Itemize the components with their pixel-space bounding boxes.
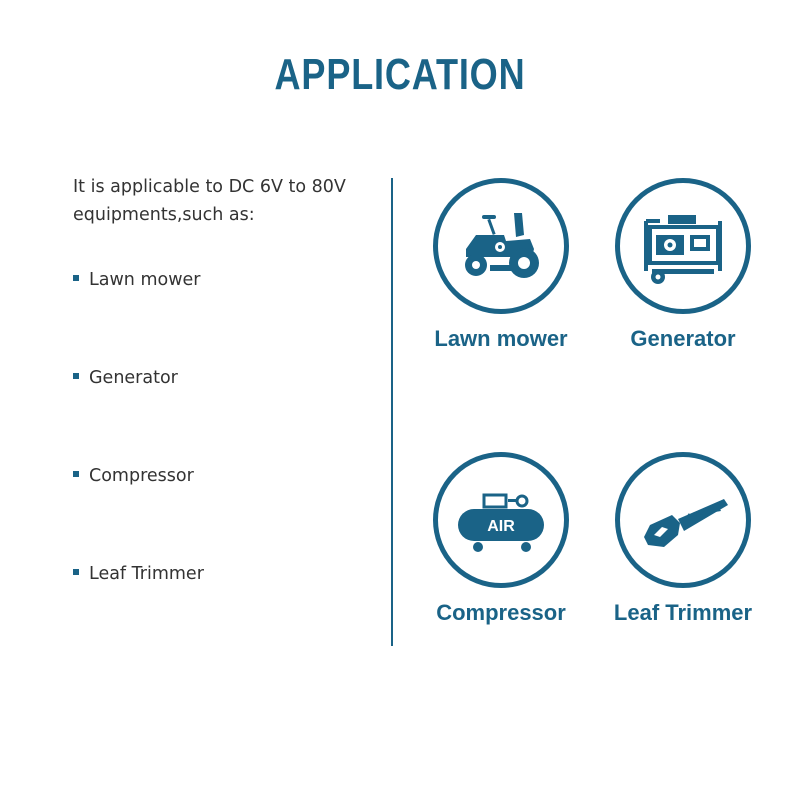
list-item (73, 364, 178, 392)
list-item (73, 266, 200, 294)
air-compressor-icon (446, 465, 556, 575)
list-item-label: Generator (89, 368, 178, 388)
air-text: AIR (487, 518, 515, 535)
list-item (73, 462, 194, 490)
bullet-square-icon (73, 373, 79, 379)
application-label: Leaf Trimmer (613, 600, 753, 625)
list-item-label: Lawn mower (89, 270, 201, 290)
list-item (73, 560, 204, 588)
bullet-square-icon (73, 569, 79, 575)
icon-circle (615, 452, 751, 588)
application-card-leaf-trimmer (593, 452, 773, 626)
intro-text: It is applicable to DC 6V to 80V equipments,such as: (73, 177, 346, 225)
bullet-square-icon (73, 275, 79, 281)
list-item-label: Compressor (89, 466, 194, 486)
lawn-mower-icon (446, 191, 556, 301)
application-label: Generator (630, 326, 736, 351)
icon-circle (433, 178, 569, 314)
page-title: APPLICATION (274, 50, 526, 99)
generator-icon (628, 191, 738, 301)
chainsaw-icon (628, 465, 738, 575)
application-card-lawn-mower (411, 178, 591, 352)
application-card-generator (593, 178, 773, 352)
icon-circle (615, 178, 751, 314)
bullet-square-icon (73, 471, 79, 477)
icon-circle (433, 452, 569, 588)
application-label: Lawn mower (434, 326, 568, 351)
list-item-label: Leaf Trimmer (89, 564, 204, 584)
vertical-divider (391, 178, 393, 646)
application-card-compressor (411, 452, 591, 626)
application-label: Compressor (436, 600, 566, 625)
